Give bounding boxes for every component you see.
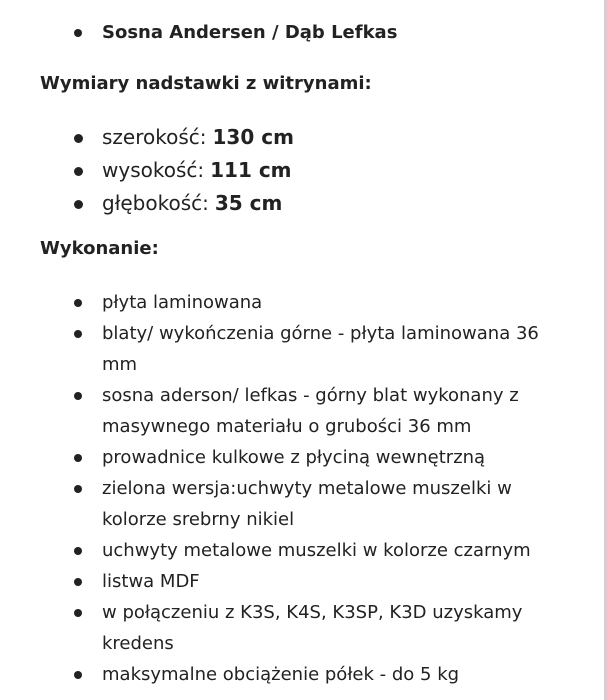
list-item <box>0 287 575 318</box>
list-item <box>0 187 575 220</box>
execution-item-text: prowadnice kulkowe z płyciną wewnętrzną <box>102 447 486 468</box>
dimension-value: 35 cm <box>214 191 283 215</box>
dimension-label: szerokość: <box>102 125 207 149</box>
bullet-icon <box>74 392 82 400</box>
list-item <box>0 318 575 380</box>
bullet-icon <box>74 167 83 176</box>
execution-item-text: zielona wersja:uchwyty metalowe muszelki w kolorze srebrny nikiel <box>102 478 512 530</box>
dimensions-heading: Wymiary nadstawki z witrynami: <box>40 73 372 94</box>
list-item <box>0 659 575 690</box>
execution-item-text: płyta laminowana <box>102 292 263 313</box>
bullet-icon <box>74 29 82 37</box>
bullet-icon <box>74 578 82 586</box>
list-item <box>0 380 575 442</box>
execution-item-text: blaty/ wykończenia górne - płyta laminowana 36 mm <box>102 323 539 375</box>
list-item <box>0 535 575 566</box>
dimension-value: 130 cm <box>212 125 294 149</box>
bullet-icon <box>74 547 82 555</box>
list-item <box>0 121 575 154</box>
bullet-icon <box>74 609 82 617</box>
dimensions-list <box>0 121 575 220</box>
list-item <box>0 442 575 473</box>
list-item <box>0 566 575 597</box>
execution-item-text: sosna aderson/ lefkas - górny blat wykonany z masywnego materiału o grubości 36 mm <box>102 385 519 437</box>
bullet-icon <box>74 454 82 462</box>
color-variant-list <box>0 21 575 45</box>
bullet-icon <box>74 200 83 209</box>
list-item <box>0 154 575 187</box>
execution-item-text: w połączeniu z K3S, K4S, K3SP, K3D uzyskamy kredens <box>102 602 523 654</box>
bullet-icon <box>74 134 83 143</box>
list-item <box>0 21 575 45</box>
dimension-label: głębokość: <box>102 191 209 215</box>
bullet-icon <box>74 299 82 307</box>
list-item <box>0 597 575 659</box>
execution-list <box>0 287 575 690</box>
list-item <box>0 473 575 535</box>
bullet-icon <box>74 671 82 679</box>
dimension-value: 111 cm <box>210 158 292 182</box>
execution-item-text: listwa MDF <box>102 571 200 592</box>
execution-item-text: maksymalne obciążenie półek - do 5 kg <box>102 664 460 685</box>
execution-heading: Wykonanie: <box>40 238 159 259</box>
bullet-icon <box>74 485 82 493</box>
dimension-label: wysokość: <box>102 158 205 182</box>
bullet-icon <box>74 330 82 338</box>
execution-item-text: uchwyty metalowe muszelki w kolorze czarnym <box>102 540 531 561</box>
color-variant-text: Sosna Andersen / Dąb Lefkas <box>102 22 398 43</box>
